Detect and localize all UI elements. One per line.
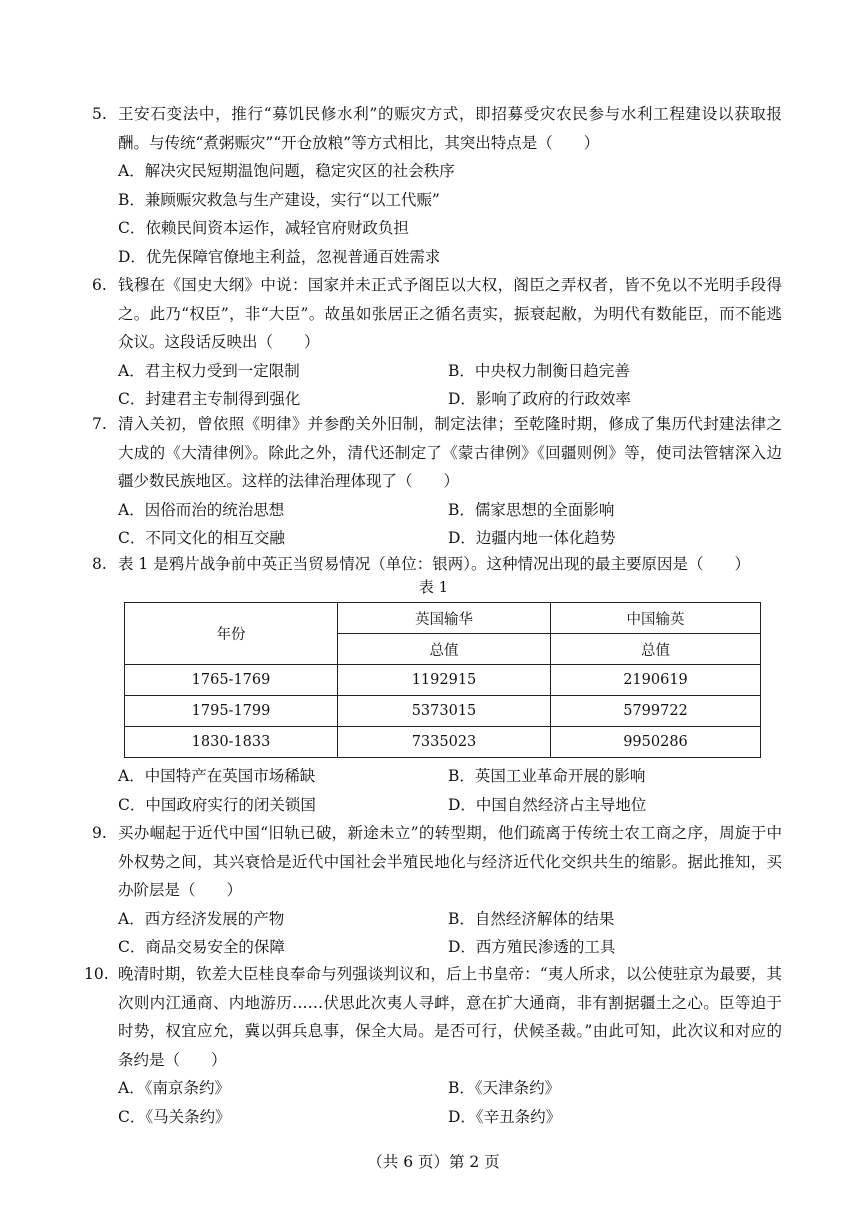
option-d[interactable]: D．《辛丑条约》 — [448, 1107, 562, 1126]
option-d[interactable]: D．西方殖民渗透的工具 — [448, 938, 616, 957]
subheader-uk-total: 总值 — [338, 634, 551, 665]
question-5 — [92, 100, 782, 272]
question-number: 10. — [84, 965, 109, 983]
cell-cn-value: 5799722 — [551, 696, 761, 727]
option-c[interactable]: C．封建君主专制得到强化 — [118, 390, 301, 409]
option-c[interactable]: C．依赖民间资本运作，减轻官府财政负担 — [118, 219, 409, 238]
question-stem: 买办崛起于近代中国“旧轨已破，新途未立”的转型期，他们疏离于传统士农工商之序，周旋于中外权势之间，其兴衰恰是近代中国社会半殖民地化与经济近代化交织共生的缩影。据此推知，买办阶层是（ ） — [118, 824, 782, 900]
table-row — [125, 696, 761, 727]
question-6 — [92, 271, 782, 414]
option-d[interactable]: D．优先保障官僚地主利益，忽视普通百姓需求 — [118, 247, 441, 266]
option-d[interactable]: D．影响了政府的行政效率 — [448, 390, 631, 409]
question-7 — [92, 410, 782, 553]
option-b[interactable]: B．英国工业革命开展的影响 — [448, 767, 646, 785]
header-china-to-uk: 中国输英 — [551, 603, 761, 634]
option-c[interactable]: C．商品交易安全的保障 — [118, 938, 285, 957]
option-b[interactable]: B．《天津条约》 — [448, 1079, 561, 1098]
question-stem: 钱穆在《国史大纲》中说：国家并未正式予阁臣以大权，阁臣之弄权者，皆不免以不光明手段得之。此乃“权臣”，非“大臣”。故虽如张居正之循名责实，振衰起敝，为明代有数能臣，而不能逃众议。这段话反映出（ ） — [118, 276, 782, 352]
question-8-options — [92, 762, 782, 819]
cell-year: 1765-1769 — [125, 665, 338, 696]
option-b[interactable]: B．自然经济解体的结果 — [448, 909, 615, 928]
trade-table — [124, 602, 761, 758]
question-stem: 表 1 是鸦片战争前中英正当贸易情况（单位：银两）。这种情况出现的最主要原因是（ ） — [118, 555, 750, 573]
question-number: 5. — [92, 105, 107, 123]
header-year: 年份 — [125, 603, 338, 665]
question-number: 7. — [92, 415, 107, 433]
option-d[interactable]: D．边疆内地一体化趋势 — [448, 529, 616, 548]
question-10 — [84, 960, 782, 1132]
cell-cn-value: 2190619 — [551, 665, 761, 696]
option-b[interactable]: B．儒家思想的全面影响 — [448, 500, 615, 519]
table-caption: 表 1 — [418, 578, 449, 596]
question-number: 6. — [92, 276, 107, 294]
question-stem: 晚清时期，钦差大臣桂良奉命与列强谈判议和，后上书皇帝：“夷人所求，以公使驻京为最要，其次则内江通商、内地游历……伏思此次夷人寻衅，意在扩大通商，非有割据疆土之心。臣等迫于时势，权宜应允，冀以弭兵息事，保全大局。是否可行，伏候圣裁。”由此可知，此次议和对应的条约是（ ） — [118, 965, 782, 1069]
table-row — [125, 727, 761, 758]
question-number: 8. — [92, 555, 107, 573]
option-b[interactable]: B．兼顾赈灾救急与生产建设，实行“以工代赈” — [118, 190, 440, 209]
subheader-cn-total: 总值 — [551, 634, 761, 665]
option-b[interactable]: B．中央权力制衡日趋完善 — [448, 361, 630, 380]
question-8 — [92, 550, 782, 579]
cell-uk-value: 1192915 — [338, 665, 551, 696]
question-stem: 清入关初，曾依照《明律》并参酌关外旧制，制定法律；至乾隆时期，修成了集历代封建法律之大成的《大清律例》。除此之外，清代还制定了《蒙古律例》《回疆则例》等，使司法管辖深入边疆少数民族地区。这样的法律治理体现了（ ） — [118, 415, 782, 491]
option-c[interactable]: C．中国政府实行的闭关锁国 — [118, 795, 316, 814]
cell-uk-value: 7335023 — [338, 727, 551, 758]
option-c[interactable]: C．不同文化的相互交融 — [118, 529, 285, 548]
question-number: 9. — [92, 824, 107, 842]
cell-year: 1830-1833 — [125, 727, 338, 758]
table-row — [125, 665, 761, 696]
option-d[interactable]: D．中国自然经济占主导地位 — [448, 795, 647, 814]
option-a[interactable]: A．中国特产在英国市场稀缺 — [118, 767, 316, 785]
cell-year: 1795-1799 — [125, 696, 338, 727]
option-a[interactable]: A．君主权力受到一定限制 — [118, 361, 300, 380]
question-9 — [92, 819, 782, 962]
cell-cn-value: 9950286 — [551, 727, 761, 758]
option-a[interactable]: A．西方经济发展的产物 — [118, 909, 285, 928]
cell-uk-value: 5373015 — [338, 696, 551, 727]
page-footer: （共 6 页）第 2 页 — [367, 1153, 500, 1171]
header-uk-to-china: 英国输华 — [338, 603, 551, 634]
question-stem: 王安石变法中，推行“募饥民修水利”的赈灾方式，即招募受灾农民参与水利工程建设以获取报酬。与传统“煮粥赈灾”“开仓放粮”等方式相比，其突出特点是（ ） — [118, 105, 782, 152]
option-a[interactable]: A．解决灾民短期温饱问题，稳定灾区的社会秩序 — [118, 162, 455, 181]
option-a[interactable]: A．因俗而治的统治思想 — [118, 500, 285, 519]
option-c[interactable]: C．《马关条约》 — [118, 1107, 231, 1126]
option-a[interactable]: A．《南京条约》 — [118, 1079, 230, 1098]
